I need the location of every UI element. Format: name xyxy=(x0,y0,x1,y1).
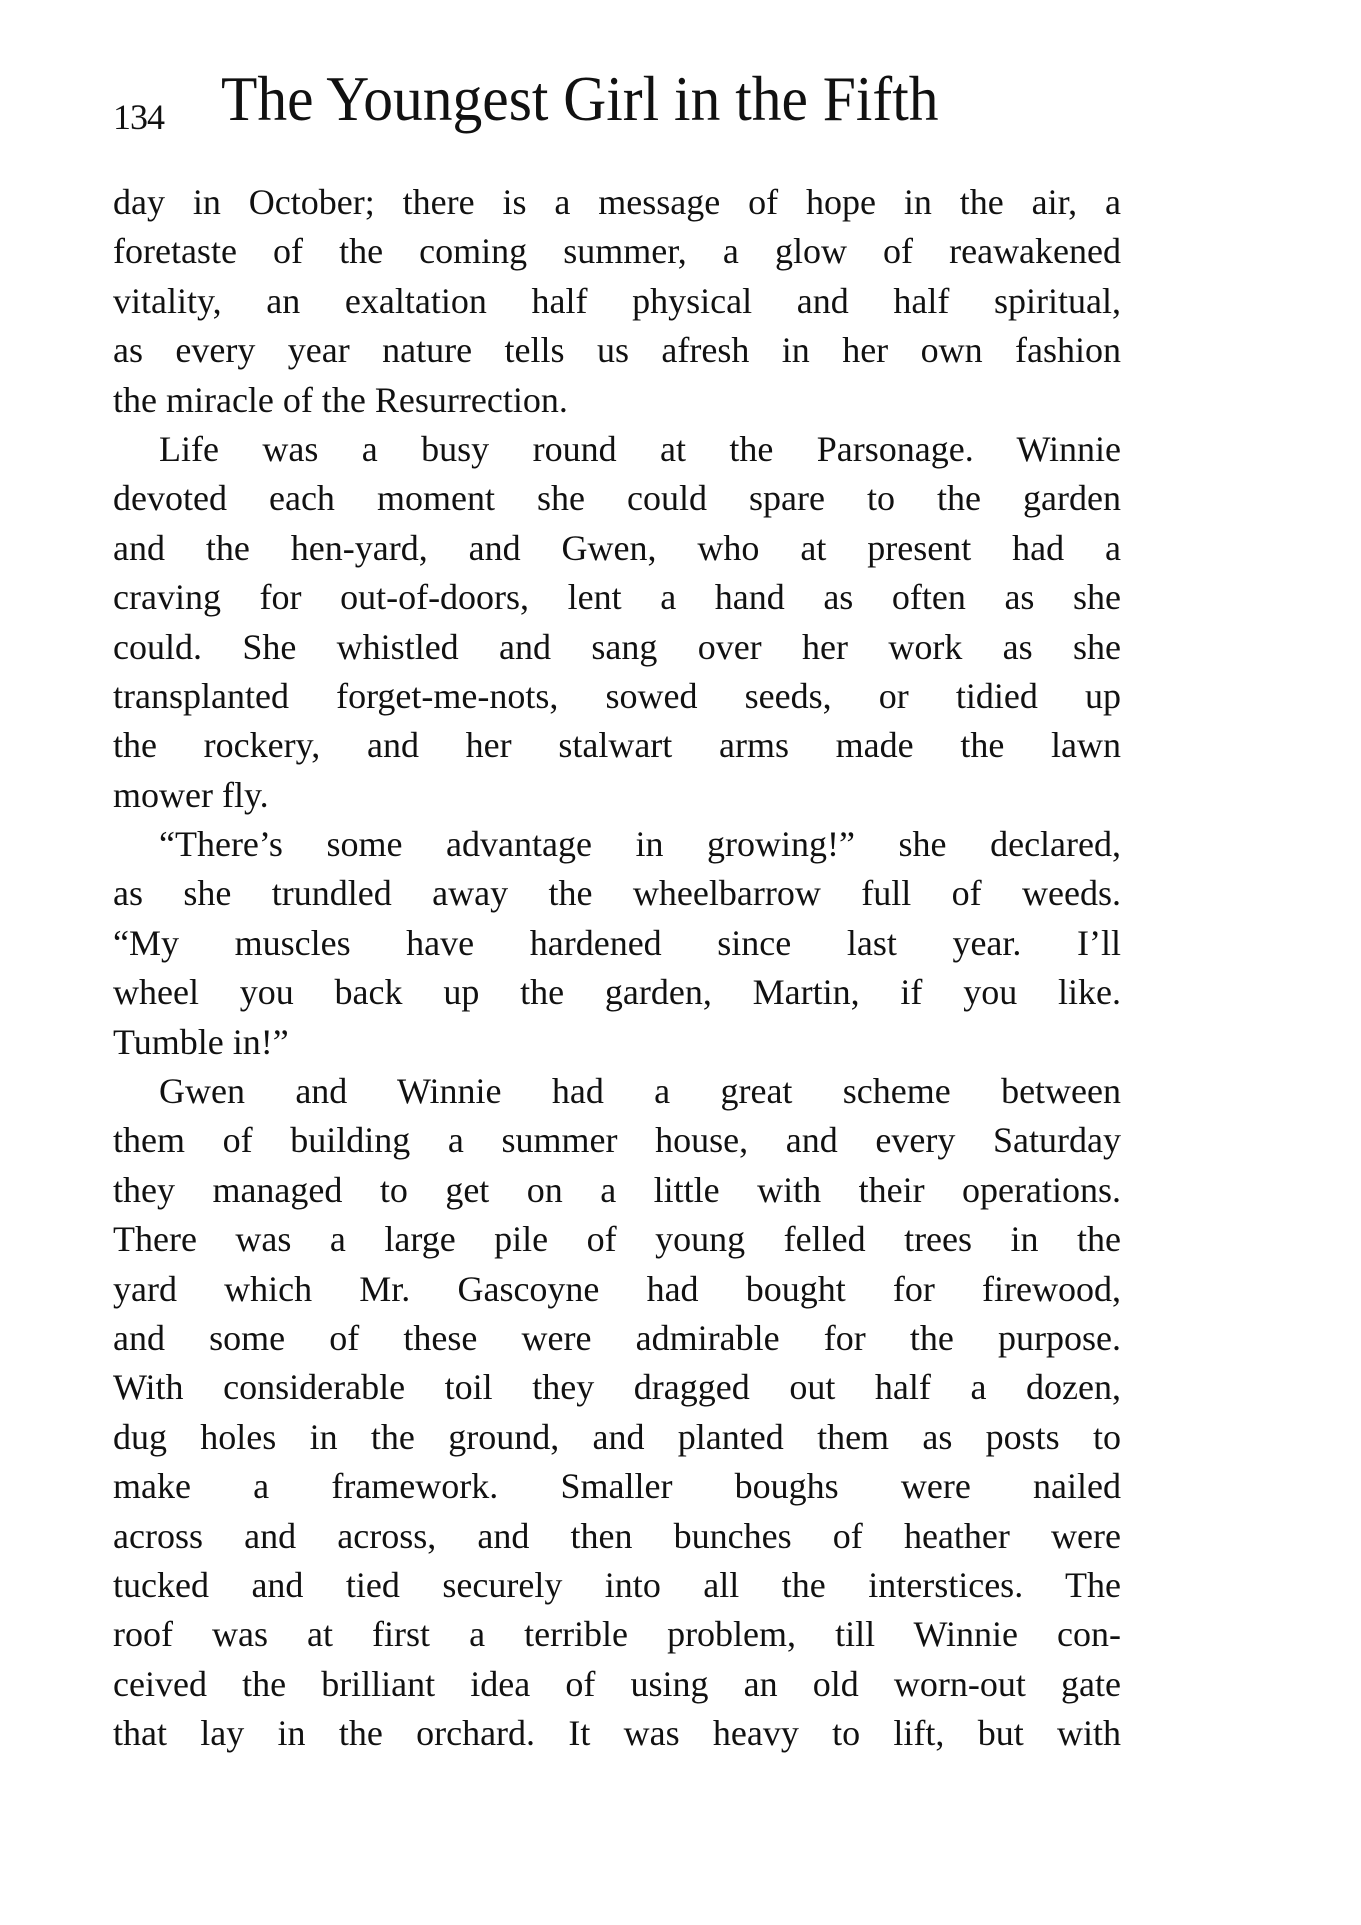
text-line: dug holes in the ground, and planted them as posts to xyxy=(113,1416,1121,1457)
text-line: craving for out-of-doors, lent a hand as often as she xyxy=(113,577,1121,618)
paragraph-start-line: Gwen and Winnie had a great scheme between xyxy=(159,1071,1121,1112)
text-line: that lay in the orchard. It was heavy to lift, but with xyxy=(113,1713,1121,1754)
text-line: and some of these were admirable for the purpose. xyxy=(113,1317,1121,1358)
text-line: vitality, an exaltation half physical and half spiritual, xyxy=(113,280,1121,321)
paragraph-start-line: “There’s some advantage in growing!” she declared, xyxy=(159,824,1121,865)
text-line: There was a large pile of young felled trees in the xyxy=(113,1219,1121,1260)
text-line: devoted each moment she could spare to the garden xyxy=(113,478,1121,519)
text-line: could. She whistled and sang over her work as she xyxy=(113,626,1121,667)
text-line: foretaste of the coming summer, a glow of reawakened xyxy=(113,231,1121,272)
text-line: the miracle of the Resurrection. xyxy=(113,379,568,420)
running-header xyxy=(113,62,1123,142)
text-line: make a framework. Smaller boughs were nailed xyxy=(113,1466,1121,1507)
page-number: 134 xyxy=(113,97,164,137)
text-line: wheel you back up the garden, Martin, if you like. xyxy=(113,972,1121,1013)
text-line: yard which Mr. Gascoyne had bought for firewood, xyxy=(113,1268,1121,1309)
text-line: “My muscles have hardened since last year. I’ll xyxy=(113,922,1121,963)
text-line: the rockery, and her stalwart arms made the lawn xyxy=(113,725,1121,766)
text-line: roof was at first a terrible problem, till Winnie con- xyxy=(113,1614,1121,1655)
text-line: across and across, and then bunches of heather were xyxy=(113,1515,1121,1556)
text-line: tucked and tied securely into all the interstices. The xyxy=(113,1564,1121,1605)
text-line: they managed to get on a little with their operations. xyxy=(113,1169,1121,1210)
text-line: Tumble in!” xyxy=(113,1021,289,1062)
body-text xyxy=(113,178,1121,1759)
text-line: mower fly. xyxy=(113,774,269,815)
text-line: as she trundled away the wheelbarrow full of weeds. xyxy=(113,873,1121,914)
text-line: day in October; there is a message of hope in the air, a xyxy=(113,182,1121,222)
paragraph-start-line: Life was a busy round at the Parsonage. Winnie xyxy=(159,428,1121,469)
text-line: transplanted forget-me-nots, sowed seeds, or tidied up xyxy=(113,675,1121,716)
text-line: them of building a summer house, and every Saturday xyxy=(113,1120,1121,1161)
text-line: ceived the brilliant idea of using an old worn-out gate xyxy=(113,1663,1121,1704)
running-title: The Youngest Girl in the Fifth xyxy=(221,63,939,134)
text-line: With considerable toil they dragged out half a dozen, xyxy=(113,1367,1121,1408)
text-line: and the hen-yard, and Gwen, who at present had a xyxy=(113,527,1121,568)
text-line: as every year nature tells us afresh in her own fashion xyxy=(113,330,1121,371)
